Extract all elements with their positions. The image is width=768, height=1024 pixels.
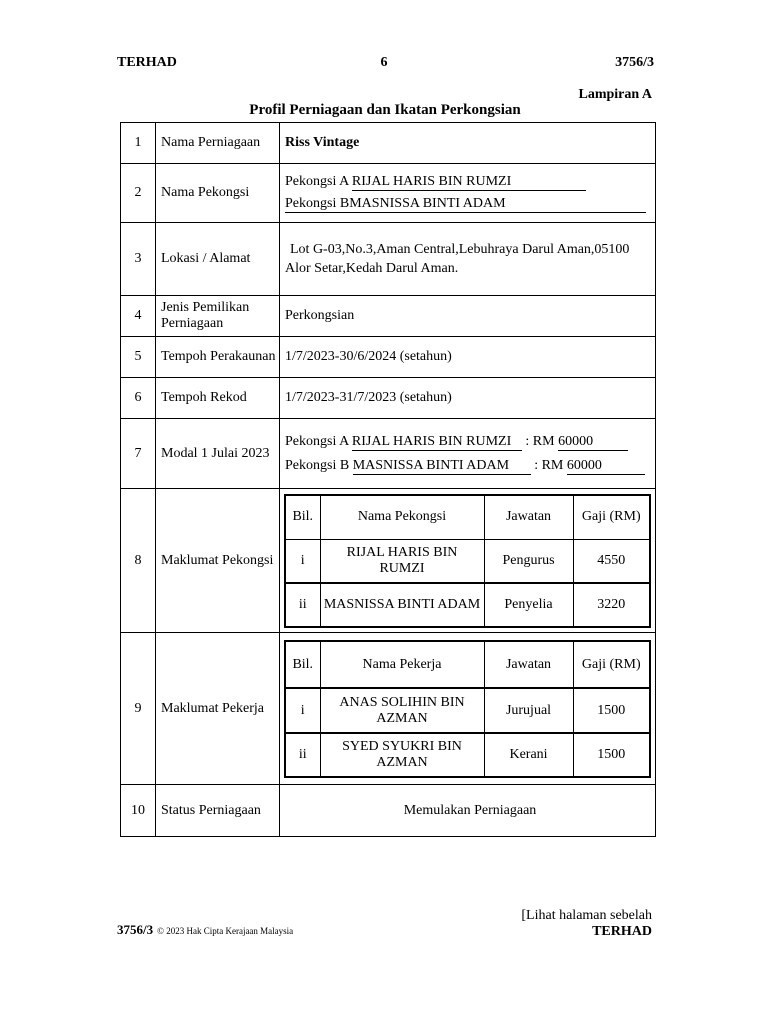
capital-details (280, 419, 656, 489)
accounting-period: 1/7/2023-30/6/2024 (setahun) (280, 337, 656, 378)
business-status: Memulakan Perniagaan (280, 785, 656, 837)
header-classification: TERHAD (117, 55, 177, 70)
document-title: Profil Perniagaan dan Ikatan Perkongsian (249, 102, 521, 118)
row-label: Modal 1 Julai 2023 (156, 419, 280, 489)
table-header-row (285, 641, 650, 688)
partner-a-name: RIJAL HARIS BIN RUMZI (352, 173, 586, 191)
row-label: Lokasi / Alamat (156, 223, 280, 296)
row-number: 8 (121, 489, 156, 633)
workers-info-cell (280, 633, 656, 785)
cell-jawatan: Pengurus (484, 539, 573, 583)
row-number: 6 (121, 378, 156, 419)
business-name: Riss Vintage (280, 123, 656, 164)
column-header-gaji: Gaji (RM) (573, 641, 650, 688)
table-row (285, 733, 650, 777)
row-number: 2 (121, 164, 156, 223)
column-header-nama: Nama Pekerja (320, 641, 484, 688)
cell-bil: ii (285, 733, 320, 777)
table-row (285, 688, 650, 733)
row-tempoh-perakaunan (121, 337, 656, 378)
row-modal (121, 419, 656, 489)
capital-a-amount: 60000 (558, 433, 628, 451)
capital-a-prefix: Pekongsi A (285, 433, 352, 449)
column-header-gaji: Gaji (RM) (573, 495, 650, 539)
capital-b-prefix: Pekongsi B (285, 457, 353, 473)
row-number: 4 (121, 296, 156, 337)
cell-bil: ii (285, 583, 320, 627)
table-header-row (285, 495, 650, 539)
row-label: Tempoh Rekod (156, 378, 280, 419)
column-header-jawatan: Jawatan (484, 495, 573, 539)
row-number: 7 (121, 419, 156, 489)
workers-info-table (284, 640, 651, 778)
row-label: Nama Pekongsi (156, 164, 280, 223)
capital-b-rm: : RM (530, 457, 567, 473)
table-row (285, 539, 650, 583)
row-label: Maklumat Pekerja (156, 633, 280, 785)
row-label: Tempoh Perakaunan (156, 337, 280, 378)
row-tempoh-rekod (121, 378, 656, 419)
row-status-perniagaan (121, 785, 656, 837)
row-number: 10 (121, 785, 156, 837)
row-label: Maklumat Pekongsi (156, 489, 280, 633)
capital-b-amount: 60000 (567, 457, 645, 475)
column-header-bil: Bil. (285, 641, 320, 688)
column-header-bil: Bil. (285, 495, 320, 539)
page-number: 6 (380, 55, 388, 70)
column-header-jawatan: Jawatan (484, 641, 573, 688)
cell-nama: SYED SYUKRI BIN AZMAN (320, 733, 484, 777)
cell-gaji: 4550 (573, 539, 650, 583)
row-maklumat-pekerja (121, 633, 656, 785)
ownership-type: Perkongsian (280, 296, 656, 337)
partners-info-cell (280, 489, 656, 633)
next-page-note: [Lihat halaman sebelah (521, 908, 652, 923)
cell-jawatan: Jurujual (484, 688, 573, 733)
cell-bil: i (285, 688, 320, 733)
cell-bil: i (285, 539, 320, 583)
cell-nama: RIJAL HARIS BIN RUMZI (320, 539, 484, 583)
row-nama-pekongsi (121, 164, 656, 223)
cell-jawatan: Kerani (484, 733, 573, 777)
cell-nama: ANAS SOLIHIN BIN AZMAN (320, 688, 484, 733)
partners-info-table (284, 494, 651, 628)
row-jenis-pemilikan (121, 296, 656, 337)
capital-a-rm: : RM (521, 433, 559, 449)
capital-a-name: RIJAL HARIS BIN RUMZI (352, 433, 522, 451)
appendix-label: Lampiran A (578, 87, 652, 102)
cell-gaji: 1500 (573, 733, 650, 777)
partner-names (280, 164, 656, 223)
cell-jawatan: Penyelia (484, 583, 573, 627)
footer-paper-code: 3756/3 (117, 922, 154, 937)
row-maklumat-pekongsi (121, 489, 656, 633)
record-period: 1/7/2023-31/7/2023 (setahun) (280, 378, 656, 419)
profile-table (120, 122, 655, 836)
row-number: 3 (121, 223, 156, 296)
row-label: Status Perniagaan (156, 785, 280, 837)
cell-nama: MASNISSA BINTI ADAM (320, 583, 484, 627)
row-label: Jenis Pemilikan Perniagaan (156, 296, 280, 337)
cell-gaji: 1500 (573, 688, 650, 733)
partner-a-prefix: Pekongsi A (285, 174, 352, 189)
cell-gaji: 3220 (573, 583, 650, 627)
row-label: Nama Perniagaan (156, 123, 280, 164)
footer-copyright: © 2023 Hak Cipta Kerajaan Malaysia (157, 926, 294, 936)
row-number: 9 (121, 633, 156, 785)
capital-b-name: MASNISSA BINTI ADAM (353, 457, 531, 475)
row-number: 5 (121, 337, 156, 378)
business-address: Lot G-03,No.3,Aman Central,Lebuhraya Darul Aman,05100 Alor Setar,Kedah Darul Aman. (280, 223, 656, 296)
footer-code (117, 922, 293, 938)
footer-classification: TERHAD (592, 924, 652, 939)
partner-b-name: MASNISSA BINTI ADAM (349, 195, 646, 213)
row-nama-perniagaan (121, 123, 656, 164)
row-number: 1 (121, 123, 156, 164)
partner-b-prefix: Pekongsi B (285, 196, 350, 211)
row-lokasi (121, 223, 656, 296)
paper-code: 3756/3 (615, 55, 654, 70)
column-header-nama: Nama Pekongsi (320, 495, 484, 539)
table-row (285, 583, 650, 627)
